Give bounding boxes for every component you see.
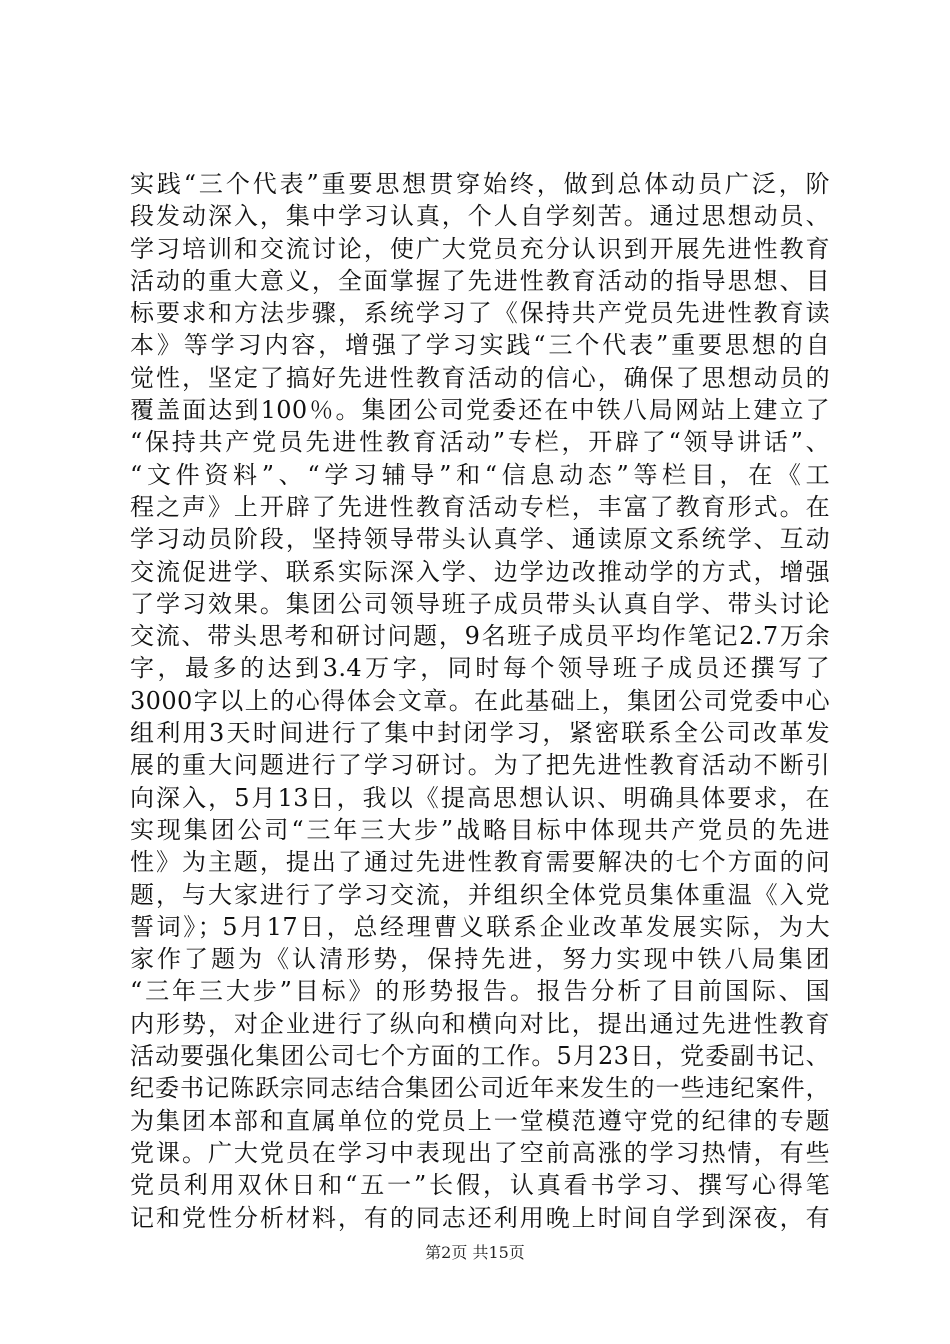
text-line: 党员利用双休日和“五一”长假，认真看书学习、撰写心得笔 xyxy=(130,1171,830,1200)
text-line: 组利用3天时间进行了集中封闭学习，紧密联系全公司改革发 xyxy=(130,719,830,748)
text-line: 本》等学习内容，增强了学习实践“三个代表”重要思想的自 xyxy=(130,331,830,360)
text-line: 实现集团公司“三年三大步”战略目标中体现共产党员的先进 xyxy=(130,815,830,844)
text-line: 向深入，5月13日，我以《提高思想认识、明确具体要求，在 xyxy=(130,783,830,812)
text-line: 段发动深入，集中学习认真，个人自学刻苦。通过思想动员、 xyxy=(130,202,830,231)
text-line: 性》为主题，提出了通过先进性教育需要解决的七个方面的问 xyxy=(130,848,830,877)
text-line: 交流、带头思考和研讨问题，9名班子成员平均作笔记2.7万余 xyxy=(130,622,830,651)
text-line: 实践“三个代表”重要思想贯穿始终，做到总体动员广泛，阶 xyxy=(130,170,830,198)
text-line: 活动的重大意义，全面掌握了先进性教育活动的指导思想、目 xyxy=(130,266,830,295)
text-line: 题，与大家进行了学习交流，并组织全体党员集体重温《入党 xyxy=(130,880,830,909)
text-line: 纪委书记陈跃宗同志结合集团公司近年来发生的一些违纪案件， xyxy=(130,1074,830,1103)
text-line: 家作了题为《认清形势，保持先进，努力实现中铁八局集团 xyxy=(130,945,830,974)
text-line: 覆盖面达到100％。集团公司党委还在中铁八局网站上建立了 xyxy=(130,396,830,425)
text-line: 展的重大问题进行了学习研讨。为了把先进性教育活动不断引 xyxy=(130,751,830,780)
page-number-footer: 第2页 共15页 xyxy=(425,1243,525,1262)
text-line: “文件资料”、“学习辅导”和“信息动态”等栏目，在《工 xyxy=(130,460,830,489)
text-line: “三年三大步”目标》的形势报告。报告分析了目前国际、国 xyxy=(130,977,830,1006)
text-line: 觉性，坚定了搞好先进性教育活动的信心，确保了思想动员的 xyxy=(130,363,830,392)
text-line: 3000字以上的心得体会文章。在此基础上，集团公司党委中心 xyxy=(130,686,830,715)
text-line: 字，最多的达到3.4万字，同时每个领导班子成员还撰写了 xyxy=(130,654,830,683)
text-line: 了学习效果。集团公司领导班子成员带头认真自学、带头讨论 xyxy=(130,589,830,618)
text-line: 标要求和方法步骤，系统学习了《保持共产党员先进性教育读 xyxy=(130,299,830,328)
text-line: 誓词》；5月17日，总经理曹义联系企业改革发展实际，为大 xyxy=(130,912,830,941)
text-line: 记和党性分析材料，有的同志还利用晚上时间自学到深夜，有 xyxy=(130,1203,830,1232)
body-text xyxy=(130,168,830,1234)
text-line: 党课。广大党员在学习中表现出了空前高涨的学习热情，有些 xyxy=(130,1138,830,1167)
text-line: 学习培训和交流讨论，使广大党员充分认识到开展先进性教育 xyxy=(130,234,830,263)
text-line: 交流促进学、联系实际深入学、边学边改推动学的方式，增强 xyxy=(130,557,830,586)
text-line: 活动要强化集团公司七个方面的工作。5月23日，党委副书记、 xyxy=(130,1042,830,1071)
text-line: 内形势，对企业进行了纵向和横向对比，提出通过先进性教育 xyxy=(130,1009,830,1038)
text-line: 程之声》上开辟了先进性教育活动专栏，丰富了教育形式。在 xyxy=(130,492,830,521)
text-line: 为集团本部和直属单位的党员上一堂模范遵守党的纪律的专题 xyxy=(130,1106,830,1135)
text-line: 学习动员阶段，坚持领导带头认真学、通读原文系统学、互动 xyxy=(130,525,830,554)
text-line: “保持共产党员先进性教育活动”专栏，开辟了“领导讲话”、 xyxy=(130,428,830,457)
